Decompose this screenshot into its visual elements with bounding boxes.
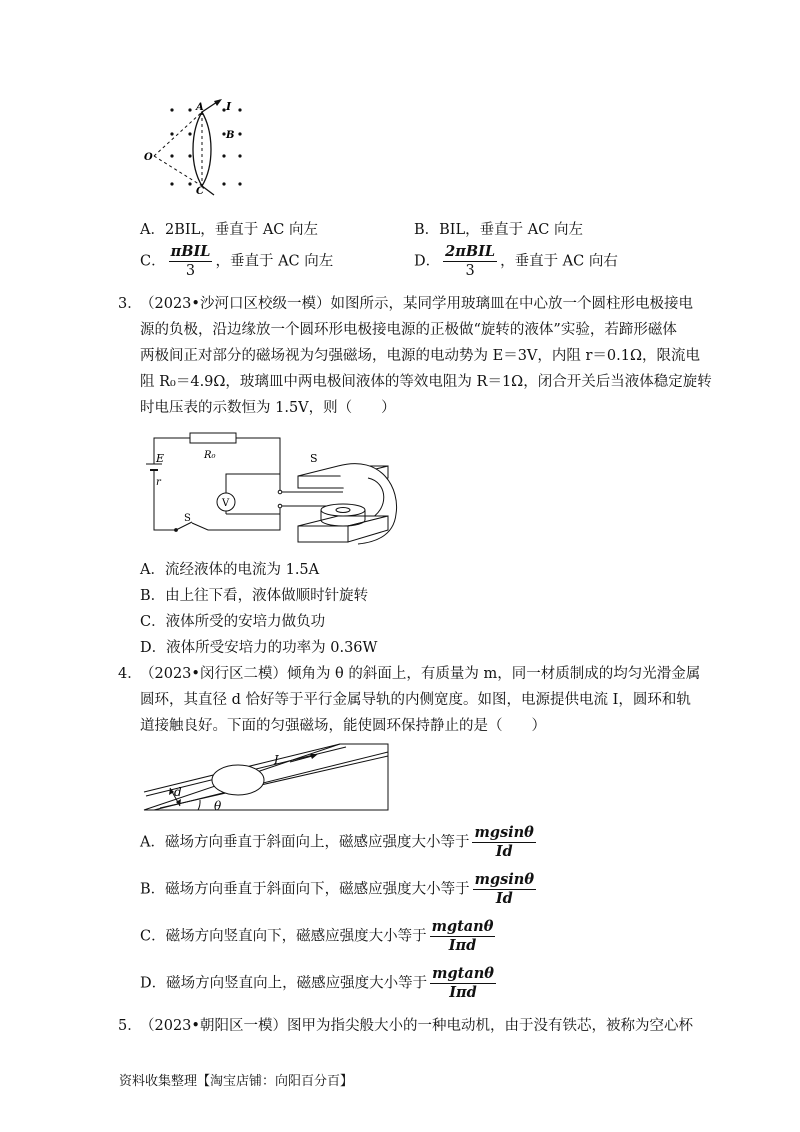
fraction: $\frac{\text{2πBIL}}{3}$ xyxy=(445,243,496,279)
q4-option-c[interactable] xyxy=(140,918,498,955)
label-r: r xyxy=(156,477,161,488)
option-label: A． xyxy=(140,562,165,578)
label-C: C xyxy=(196,186,204,197)
q3-text-line: 阻 R₀＝4.9Ω，玻璃皿中两电极间液体的等效电阻为 R＝1Ω，闭合开关后当液体稳定旋转 xyxy=(140,374,712,390)
option-text: BIL，垂直于 AC 向左 xyxy=(439,222,583,238)
q4-option-b[interactable] xyxy=(140,871,539,908)
label-d: d xyxy=(174,785,182,799)
option-label: B． xyxy=(140,881,166,898)
q4-option-a[interactable] xyxy=(140,824,539,861)
option-text: ，垂直于 AC 向右 xyxy=(500,253,618,270)
q4-number: 4． xyxy=(118,666,142,682)
page-footer: 资料收集整理【淘宝店铺：向阳百分百】 xyxy=(119,1074,354,1089)
label-theta: θ xyxy=(214,799,222,813)
q3-text-line: （2023•沙河口区校级一模）如图所示，某同学用玻璃皿在中心放一个圆柱形电极接电 xyxy=(140,296,693,312)
option-text: 由上往下看，液体做顺时针旋转 xyxy=(165,588,369,604)
q4-text-line: 道接触良好。下面的匀强磁场，能使圆环保持静止的是（ ） xyxy=(140,718,546,734)
q3-text-line: 两极间正对部分的磁场视为匀强磁场，电源的电动势为 E＝3V，内阻 r＝0.1Ω，限流电 xyxy=(140,348,701,364)
option-label: C． xyxy=(140,253,166,270)
label-B: B xyxy=(226,130,235,141)
option-text: 2BIL，垂直于 AC 向左 xyxy=(164,222,319,238)
q4-figure xyxy=(140,740,390,820)
q3-option-a[interactable] xyxy=(140,558,319,579)
option-label: B． xyxy=(140,588,166,604)
option-label: A． xyxy=(140,222,165,238)
q4-text-line: 圆环，其直径 d 恰好等于平行金属导轨的内侧宽度。如图，电源提供电流 I，圆环和轨 xyxy=(140,692,691,708)
option-text: 磁场方向垂直于斜面向上，磁感应强度大小等于 xyxy=(164,834,470,851)
option-text: 液体所受安培力的功率为 0.36W xyxy=(166,640,378,656)
label-magnet-S: S xyxy=(310,452,318,465)
label-V: V xyxy=(222,498,230,509)
q2-option-a[interactable] xyxy=(140,218,318,239)
option-text: 液体所受的安培力做负功 xyxy=(165,614,326,630)
fraction: $\frac{mgtan\theta}{\text{Iπd}}$ xyxy=(431,918,494,954)
q3-text-line: 源的负极，沿边缘放一个圆环形电极接电源的正极做“旋转的液体”实验，若蹄形磁体 xyxy=(140,322,677,338)
q3-option-b[interactable] xyxy=(140,584,368,605)
option-label: A． xyxy=(140,834,165,851)
option-text: 磁场方向竖直向上，磁感应强度大小等于 xyxy=(166,975,428,992)
q3-number: 3． xyxy=(118,296,142,312)
label-R0: R₀ xyxy=(204,450,216,461)
fraction: $\frac{mgsin\theta}{Id}$ xyxy=(474,824,534,860)
label-A: A xyxy=(196,102,204,113)
q3-option-d[interactable] xyxy=(140,636,377,657)
fraction: $\frac{mgtan\theta}{\text{Iπd}}$ xyxy=(432,965,494,1001)
option-label: D． xyxy=(140,640,167,656)
label-switch-S: S xyxy=(184,513,191,524)
option-label: D． xyxy=(140,975,167,992)
option-label: C． xyxy=(140,928,166,945)
q2-option-d[interactable] xyxy=(414,243,618,280)
q3-option-c[interactable] xyxy=(140,610,325,631)
option-text: 流经液体的电流为 1.5A xyxy=(164,562,320,578)
q4-text-line: （2023•闵行区二模）倾角为 θ 的斜面上，有质量为 m，同一材质制成的均匀光滑金属 xyxy=(140,666,701,682)
fraction: $\frac{\text{πBIL}}{3}$ xyxy=(170,243,211,279)
option-label: C． xyxy=(140,614,166,630)
label-O: O xyxy=(144,152,153,163)
q2-option-c[interactable] xyxy=(140,243,333,280)
option-text: ，垂直于 AC 向左 xyxy=(215,253,334,270)
q2-option-b[interactable] xyxy=(414,218,583,239)
option-text: 磁场方向垂直于斜面向下，磁感应强度大小等于 xyxy=(165,881,470,898)
q4-option-d[interactable] xyxy=(140,965,499,1002)
fraction: $\frac{mgsin\theta}{Id}$ xyxy=(474,871,535,907)
q5-number: 5． xyxy=(118,1018,142,1034)
option-label: D． xyxy=(414,253,441,270)
q3-figure xyxy=(138,430,408,555)
label-I: I xyxy=(274,753,279,767)
option-label: B． xyxy=(414,222,440,238)
label-E: E xyxy=(156,452,165,465)
q3-text-line: 时电压表的示数恒为 1.5V，则（ ） xyxy=(140,400,396,416)
option-text: 磁场方向竖直向下，磁感应强度大小等于 xyxy=(165,928,427,945)
q5-text-line: （2023•朝阳区一模）图甲为指尖般大小的一种电动机，由于没有铁芯，被称为空心杯 xyxy=(140,1018,693,1034)
label-I: I xyxy=(226,100,232,113)
q2-figure xyxy=(138,98,258,198)
